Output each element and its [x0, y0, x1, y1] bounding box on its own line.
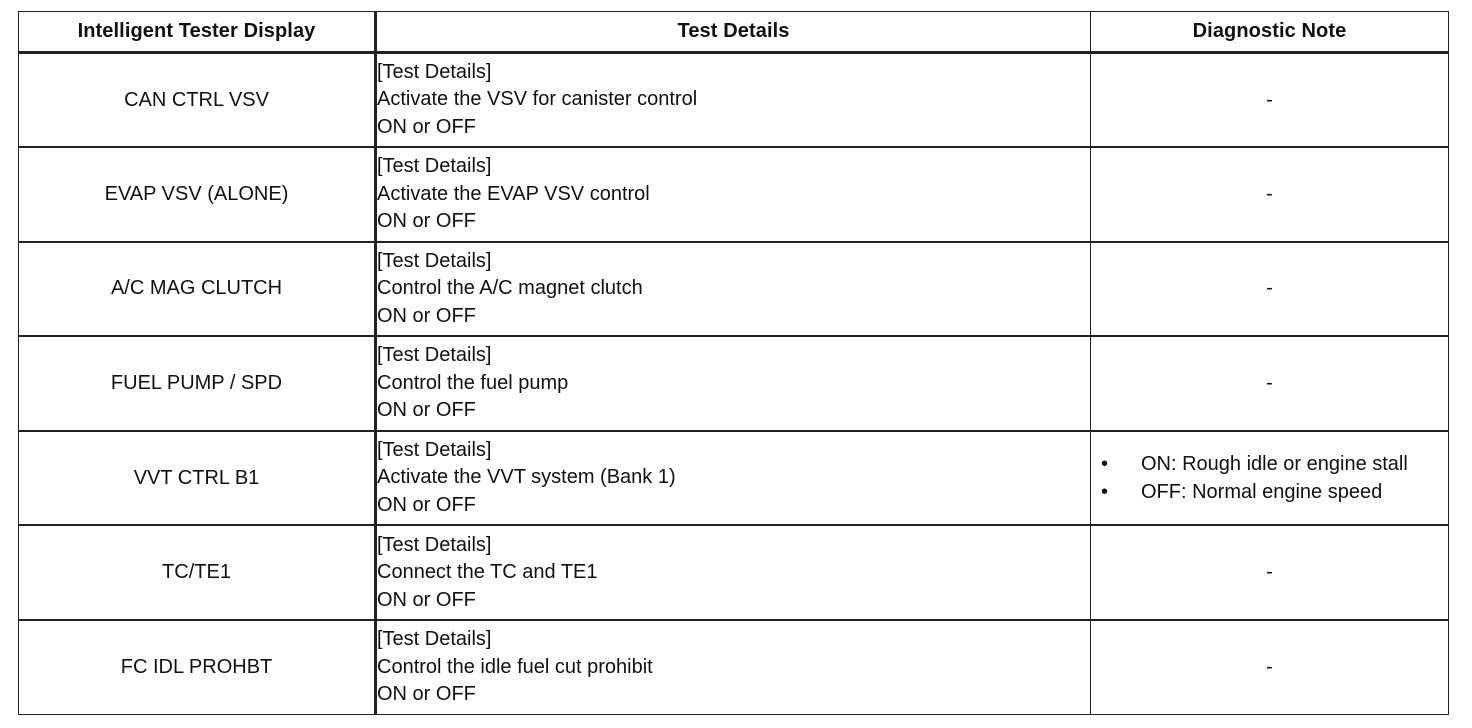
- test-details-cell: [376, 147, 1091, 242]
- note-item-text: ON: Rough idle or engine stall: [1141, 453, 1408, 476]
- tester-display-cell: CAN CTRL VSV: [19, 53, 376, 148]
- test-details-action: Connect the TC and TE1: [377, 561, 598, 584]
- test-details-options: ON or OFF: [377, 304, 476, 327]
- test-details-heading: [Test Details]: [377, 628, 492, 651]
- active-test-table: [18, 11, 1449, 715]
- tester-display-cell: A/C MAG CLUTCH: [19, 242, 376, 337]
- test-details-cell: [376, 525, 1091, 620]
- test-details-options: ON or OFF: [377, 399, 476, 422]
- table-row: [19, 336, 1449, 431]
- test-details-cell: [376, 620, 1091, 715]
- list-item: [1101, 478, 1448, 506]
- test-details-options: ON or OFF: [377, 683, 476, 706]
- diagnostic-note-cell: -: [1091, 147, 1449, 242]
- diagnostic-note-cell: -: [1091, 525, 1449, 620]
- test-details-heading: [Test Details]: [377, 60, 492, 83]
- test-details-cell: [376, 53, 1091, 148]
- test-details-action: Activate the VSV for canister control: [377, 88, 698, 111]
- test-details-options: ON or OFF: [377, 588, 476, 611]
- test-details-heading: [Test Details]: [377, 438, 492, 461]
- test-details-action: Activate the EVAP VSV control: [377, 182, 650, 205]
- test-details-cell: [376, 242, 1091, 337]
- test-details-options: ON or OFF: [377, 210, 476, 233]
- test-details-cell: [376, 431, 1091, 526]
- note-item-text: OFF: Normal engine speed: [1141, 481, 1383, 504]
- diagnostic-note-list: [1091, 450, 1448, 506]
- test-details-options: ON or OFF: [377, 493, 476, 516]
- test-details-action: Activate the VVT system (Bank 1): [377, 466, 676, 489]
- table-row: [19, 431, 1449, 526]
- table-row: [19, 525, 1449, 620]
- table-row: [19, 53, 1449, 148]
- test-details-action: Control the idle fuel cut prohibit: [377, 655, 653, 678]
- table-row: [19, 147, 1449, 242]
- test-details-heading: [Test Details]: [377, 155, 492, 178]
- test-details-heading: [Test Details]: [377, 249, 492, 272]
- table-header-row: [19, 12, 1449, 53]
- diagnostic-note-cell: -: [1091, 620, 1449, 715]
- header-test-details: Test Details: [376, 12, 1091, 53]
- header-tester-display: Intelligent Tester Display: [19, 12, 376, 53]
- diagnostic-note-cell: -: [1091, 53, 1449, 148]
- diagnostic-note-cell: -: [1091, 336, 1449, 431]
- bullet-icon: •: [1101, 481, 1109, 504]
- test-details-options: ON or OFF: [377, 115, 476, 138]
- tester-display-cell: VVT CTRL B1: [19, 431, 376, 526]
- diagnostic-note-cell: [1091, 431, 1449, 526]
- test-details-heading: [Test Details]: [377, 533, 492, 556]
- table-row: [19, 620, 1449, 715]
- bullet-icon: •: [1101, 453, 1109, 476]
- tester-display-cell: FUEL PUMP / SPD: [19, 336, 376, 431]
- table-row: [19, 242, 1449, 337]
- tester-display-cell: TC/TE1: [19, 525, 376, 620]
- test-details-cell: [376, 336, 1091, 431]
- diagnostic-note-cell: -: [1091, 242, 1449, 337]
- tester-display-cell: EVAP VSV (ALONE): [19, 147, 376, 242]
- tester-display-cell: FC IDL PROHBT: [19, 620, 376, 715]
- list-item: [1101, 450, 1448, 478]
- test-details-heading: [Test Details]: [377, 344, 492, 367]
- header-diagnostic-note: Diagnostic Note: [1091, 12, 1449, 53]
- test-details-action: Control the fuel pump: [377, 371, 569, 394]
- test-details-action: Control the A/C magnet clutch: [377, 277, 643, 300]
